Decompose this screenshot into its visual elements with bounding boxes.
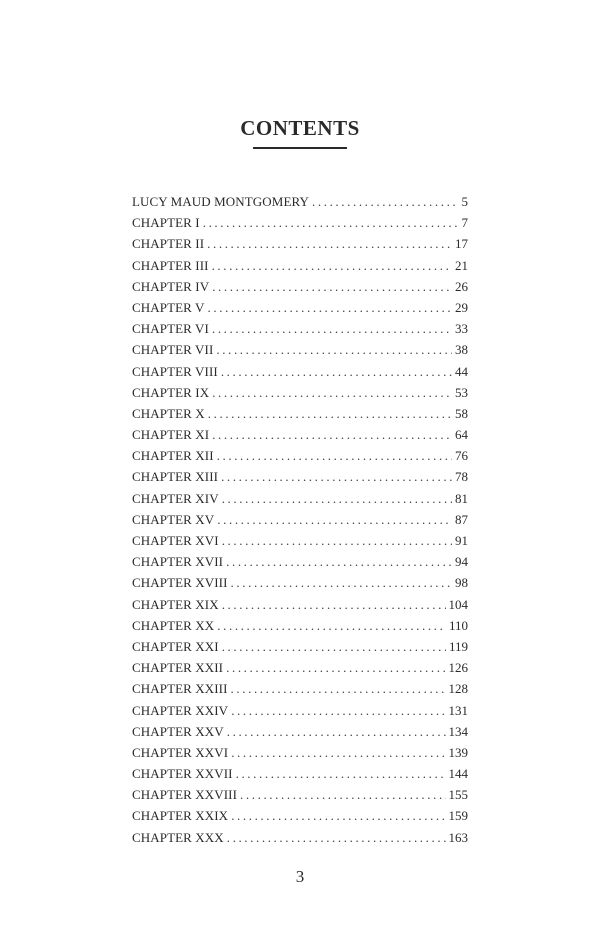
toc-entry-label: CHAPTER I bbox=[132, 215, 200, 231]
toc-entry-label: CHAPTER VIII bbox=[132, 363, 218, 379]
dot-leader bbox=[208, 297, 452, 318]
dot-leader bbox=[231, 572, 452, 593]
toc-entry-page-number: 44 bbox=[455, 363, 468, 379]
dot-leader bbox=[222, 594, 446, 615]
toc-entry-label: CHAPTER XII bbox=[132, 448, 214, 464]
toc-entry[interactable] bbox=[132, 615, 468, 636]
toc-entry-page-number: 159 bbox=[448, 808, 468, 824]
toc-entry[interactable] bbox=[132, 700, 468, 721]
dot-leader bbox=[217, 445, 452, 466]
toc-entry-page-number: 134 bbox=[448, 723, 468, 739]
toc-entry-page-number: 98 bbox=[455, 575, 468, 591]
toc-entry-label: LUCY MAUD MONTGOMERY bbox=[132, 194, 310, 209]
dot-leader bbox=[312, 191, 458, 212]
toc-entry[interactable] bbox=[132, 339, 468, 360]
dot-leader bbox=[236, 763, 446, 784]
dot-leader bbox=[231, 805, 445, 826]
dot-leader bbox=[222, 488, 452, 509]
dot-leader bbox=[212, 255, 452, 276]
dot-leader bbox=[212, 424, 452, 445]
toc-entry-page-number: 110 bbox=[448, 617, 468, 633]
toc-entry-label: CHAPTER XXVIII bbox=[132, 787, 238, 803]
toc-entry-label: CHAPTER VI bbox=[132, 321, 209, 337]
toc-entry-label: CHAPTER IV bbox=[132, 278, 210, 294]
toc-entry[interactable] bbox=[132, 636, 468, 657]
toc-entry-page-number: 119 bbox=[448, 638, 468, 654]
toc-entry-page-number: 26 bbox=[455, 278, 468, 294]
table-of-contents bbox=[132, 191, 468, 848]
toc-entry-label: CHAPTER III bbox=[132, 257, 209, 273]
toc-entry-label: CHAPTER XXX bbox=[132, 829, 224, 845]
toc-entry-page-number: 7 bbox=[461, 215, 468, 231]
toc-entry-page-number: 104 bbox=[448, 596, 468, 612]
toc-entry[interactable] bbox=[132, 763, 468, 784]
toc-entry[interactable] bbox=[132, 784, 468, 805]
toc-entry-page-number: 5 bbox=[461, 194, 468, 209]
toc-entry-label: CHAPTER VII bbox=[132, 342, 214, 358]
dot-leader bbox=[217, 615, 446, 636]
toc-entry[interactable] bbox=[132, 594, 468, 615]
toc-entry[interactable] bbox=[132, 551, 468, 572]
toc-entry-label: CHAPTER XXIV bbox=[132, 702, 229, 718]
page-number: 3 bbox=[295, 867, 305, 886]
toc-entry[interactable] bbox=[132, 742, 468, 763]
toc-entry-label: CHAPTER XIV bbox=[132, 490, 219, 506]
toc-entry-label: CHAPTER XIX bbox=[132, 596, 219, 612]
dot-leader bbox=[203, 212, 459, 233]
toc-entry-page-number: 91 bbox=[455, 533, 468, 548]
dot-leader bbox=[212, 382, 452, 403]
dot-leader bbox=[227, 827, 446, 848]
dot-leader bbox=[212, 276, 452, 297]
toc-entry[interactable] bbox=[132, 572, 468, 593]
toc-entry-label: CHAPTER XXVI bbox=[132, 744, 229, 760]
toc-entry-page-number: 76 bbox=[455, 448, 468, 464]
toc-entry[interactable] bbox=[132, 361, 468, 382]
page-title: CONTENTS bbox=[240, 116, 360, 141]
dot-leader bbox=[212, 318, 452, 339]
toc-entry-page-number: 94 bbox=[455, 554, 468, 570]
toc-entry-label: CHAPTER XXIII bbox=[132, 681, 228, 697]
toc-entry[interactable] bbox=[132, 191, 468, 212]
toc-entry-page-number: 128 bbox=[448, 681, 468, 697]
dot-leader bbox=[231, 700, 445, 721]
toc-entry-page-number: 81 bbox=[455, 490, 468, 506]
toc-entry-page-number: 53 bbox=[455, 384, 468, 400]
toc-entry-page-number: 64 bbox=[455, 427, 468, 443]
dot-leader bbox=[231, 742, 445, 763]
toc-entry-page-number: 17 bbox=[455, 236, 468, 252]
toc-entry[interactable] bbox=[132, 255, 468, 276]
toc-entry-label: CHAPTER XVIII bbox=[132, 575, 228, 591]
dot-leader bbox=[207, 233, 452, 254]
toc-entry[interactable] bbox=[132, 297, 468, 318]
toc-entry[interactable] bbox=[132, 212, 468, 233]
toc-entry[interactable] bbox=[132, 509, 468, 530]
toc-entry[interactable] bbox=[132, 318, 468, 339]
toc-entry-page-number: 163 bbox=[448, 829, 468, 845]
toc-entry-page-number: 78 bbox=[455, 469, 468, 485]
toc-entry-page-number: 21 bbox=[455, 257, 468, 273]
toc-entry-page-number: 139 bbox=[448, 744, 468, 760]
dot-leader bbox=[221, 361, 452, 382]
toc-entry[interactable] bbox=[132, 488, 468, 509]
toc-entry[interactable] bbox=[132, 403, 468, 424]
toc-entry-label: CHAPTER XVII bbox=[132, 554, 224, 570]
toc-entry[interactable] bbox=[132, 530, 468, 551]
dot-leader bbox=[217, 509, 452, 530]
toc-entry-label: CHAPTER XXI bbox=[132, 638, 219, 654]
dot-leader bbox=[226, 657, 445, 678]
toc-entry[interactable] bbox=[132, 657, 468, 678]
toc-entry[interactable] bbox=[132, 827, 468, 848]
toc-entry-label: CHAPTER X bbox=[132, 405, 205, 421]
dot-leader bbox=[216, 339, 452, 360]
toc-entry[interactable] bbox=[132, 721, 468, 742]
toc-entry[interactable] bbox=[132, 466, 468, 487]
toc-entry[interactable] bbox=[132, 445, 468, 466]
toc-entry-label: CHAPTER II bbox=[132, 236, 205, 252]
dot-leader bbox=[240, 784, 445, 805]
toc-entry[interactable] bbox=[132, 382, 468, 403]
toc-entry-page-number: 144 bbox=[448, 766, 468, 782]
toc-entry-label: CHAPTER XXVII bbox=[132, 766, 233, 782]
toc-entry-label: CHAPTER XV bbox=[132, 511, 215, 527]
dot-leader bbox=[208, 403, 452, 424]
toc-entry[interactable] bbox=[132, 805, 468, 826]
toc-entry[interactable] bbox=[132, 233, 468, 254]
toc-entry-label: CHAPTER XIII bbox=[132, 469, 219, 485]
toc-entry-page-number: 131 bbox=[448, 702, 468, 718]
toc-entry-page-number: 38 bbox=[455, 342, 468, 358]
dot-leader bbox=[226, 551, 452, 572]
toc-entry-label: CHAPTER XXII bbox=[132, 660, 224, 676]
dot-leader bbox=[231, 678, 446, 699]
toc-entry[interactable] bbox=[132, 424, 468, 445]
toc-entry-page-number: 155 bbox=[448, 787, 468, 803]
toc-entry-label: CHAPTER V bbox=[132, 299, 205, 315]
title-divider bbox=[253, 147, 347, 149]
toc-entry-page-number: 29 bbox=[455, 299, 468, 315]
toc-entry-label: CHAPTER XVI bbox=[132, 533, 219, 548]
dot-leader bbox=[221, 466, 452, 487]
toc-entry-label: CHAPTER IX bbox=[132, 384, 210, 400]
dot-leader bbox=[222, 636, 446, 657]
dot-leader bbox=[227, 721, 446, 742]
toc-entry-page-number: 33 bbox=[455, 321, 468, 337]
toc-entry-page-number: 87 bbox=[455, 511, 468, 527]
dot-leader bbox=[222, 530, 452, 551]
toc-entry-label: CHAPTER XI bbox=[132, 427, 210, 443]
toc-entry-label: CHAPTER XX bbox=[132, 617, 215, 633]
toc-entry-page-number: 58 bbox=[455, 405, 468, 421]
toc-entry[interactable] bbox=[132, 678, 468, 699]
toc-entry-page-number: 126 bbox=[448, 660, 468, 676]
toc-entry[interactable] bbox=[132, 276, 468, 297]
toc-entry-label: CHAPTER XXIX bbox=[132, 808, 229, 824]
toc-entry-label: CHAPTER XXV bbox=[132, 723, 224, 739]
